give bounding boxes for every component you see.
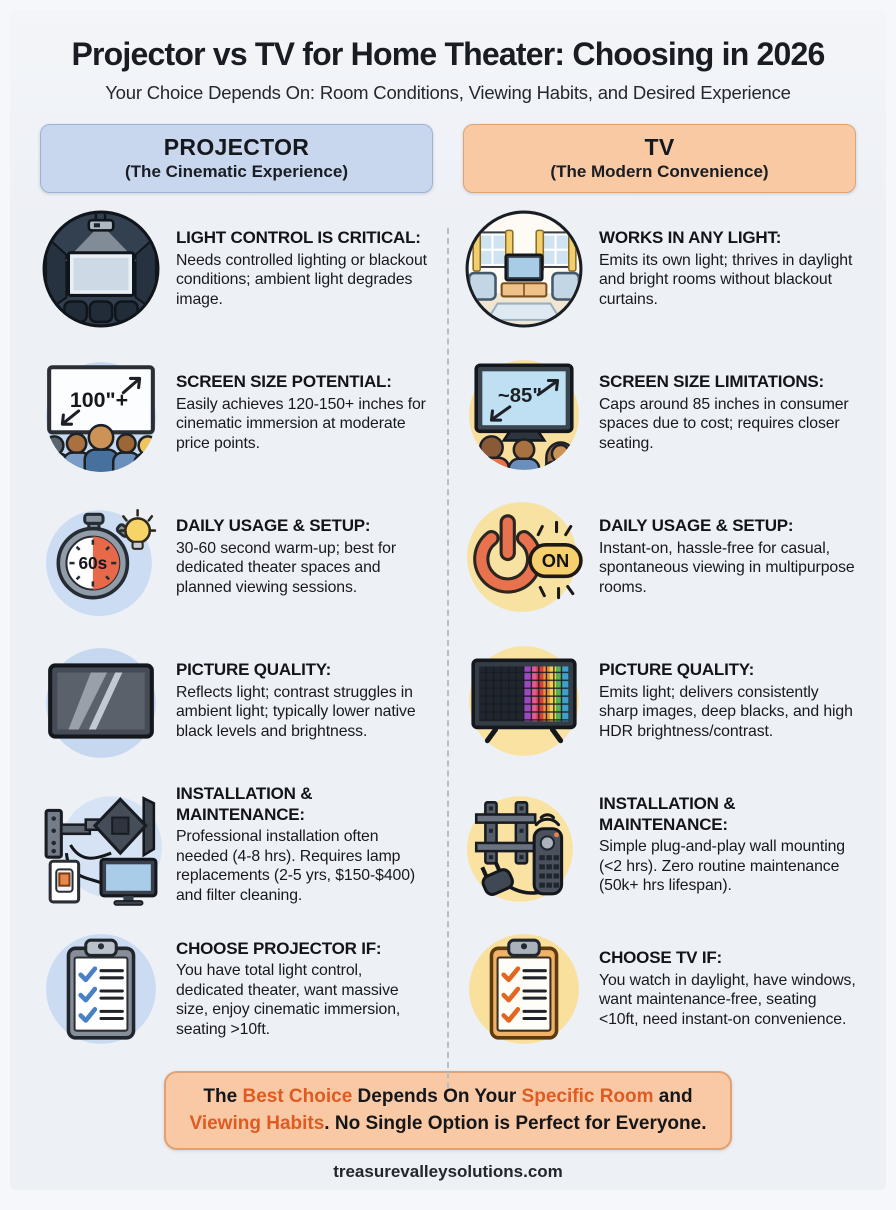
projector-install-cell (40, 783, 433, 907)
plug-and-play-icon (463, 784, 585, 906)
cell-body: Needs controlled lighting or blackout conditions; ambient light degrades image. (176, 251, 427, 308)
cell-body: Easily achieves 120-150+ inches for cinematic immersion at moderate price points. (176, 395, 426, 452)
instant-power-on-icon (463, 496, 585, 618)
cell-body: Simple plug-and-play wall mounting (<2 hrs). Zero routine maintenance (50k+ hrs lifespan). (599, 838, 845, 895)
projector-column-tagline: (The Cinematic Experience) (125, 162, 348, 181)
cell-body: Emits light; delivers consistently sharp images, deep blacks, and high HDR brightness/contrast. (599, 683, 853, 740)
cell-heading: INSTALLATION & MAINTENANCE: (176, 784, 313, 824)
cell-heading: SCREEN SIZE POTENTIAL: (176, 372, 392, 392)
wall-mount-install-icon (40, 784, 162, 906)
tv-usage-cell (463, 495, 856, 619)
projector-choose-cell (40, 927, 433, 1051)
projector-column-title: PROJECTOR (163, 134, 310, 160)
tv-column-title: TV (644, 134, 675, 160)
projector-picture-cell (40, 639, 433, 763)
cell-body: 30-60 second warm-up; best for dedicated theater spaces and planned viewing sessions. (176, 539, 397, 596)
cell-body: Instant-on, hassle-free for casual, spontaneous viewing in multipurpose rooms. (599, 539, 855, 596)
checklist-blue-icon (40, 928, 162, 1050)
website-url: treasurevalleysolutions.com (333, 1162, 563, 1182)
cell-body: You watch in daylight, have windows, want maintenance-free, seating <10ft, need instant-on convenience. (599, 971, 856, 1028)
projector-size-cell (40, 351, 433, 475)
cell-body: You have total light control, dedicated theater, want massive size, enjoy cinematic immersion, seating >10ft. (176, 962, 401, 1038)
tv-picture-cell (463, 639, 856, 763)
tv-size-cell (463, 351, 856, 475)
tv-install-cell (463, 783, 856, 907)
cell-heading: PICTURE QUALITY: (176, 660, 332, 680)
projector-usage-cell (40, 495, 433, 619)
tv-choose-cell (463, 927, 856, 1051)
svg-text:ON: ON (541, 550, 570, 572)
stopwatch-warmup-icon (40, 496, 162, 618)
cell-heading: DAILY USAGE & SETUP: (176, 516, 371, 536)
cell-heading: LIGHT CONTROL IS CRITICAL: (176, 228, 421, 248)
cell-heading: PICTURE QUALITY: (599, 660, 755, 680)
page-title: Projector vs TV for Home Theater: Choosing in 2026 (71, 36, 825, 72)
infographic-canvas (10, 10, 886, 1190)
cell-heading: INSTALLATION & MAINTENANCE: (599, 794, 736, 834)
column-headers (10, 124, 886, 193)
svg-text:60s: 60s (78, 553, 108, 574)
tv-light-cell (463, 207, 856, 331)
cell-heading: CHOOSE PROJECTOR IF: (176, 938, 382, 958)
svg-text:~85": ~85" (497, 384, 542, 407)
page-subtitle: Your Choice Depends On: Room Conditions, Viewing Habits, and Desired Experience (105, 82, 791, 103)
tv-audience-icon (463, 352, 585, 474)
banner-text: The (203, 1086, 243, 1107)
cell-body: Caps around 85 inches in consumer spaces due to cost; requires closer seating. (599, 395, 849, 452)
banner-text: and (653, 1086, 693, 1107)
tv-column-tagline: (The Modern Convenience) (550, 162, 769, 181)
projector-light-cell (40, 207, 433, 331)
banner-highlight: Viewing Habits (189, 1112, 325, 1134)
banner-text: . No Single Option is Perfect for Everyone. (324, 1112, 707, 1134)
cell-heading: SCREEN SIZE LIMITATIONS: (599, 372, 825, 392)
home-theater-icon (40, 208, 162, 330)
banner-highlight: Best Choice (242, 1086, 353, 1107)
projector-column-header (40, 124, 433, 193)
cell-heading: WORKS IN ANY LIGHT: (599, 228, 782, 248)
cell-heading: CHOOSE TV IF: (599, 948, 723, 968)
cell-body: Professional installation often needed (4-8 hrs). Requires lamp replacements (2-5 yrs, $150-$400) and filter cleaning. (176, 828, 416, 904)
cell-body: Emits its own light; thrives in daylight and bright rooms without blackout curtains. (599, 251, 853, 308)
banner-highlight: Specific Room (521, 1086, 654, 1107)
cell-body: Reflects light; contrast struggles in ambient light; typically lower native black levels and brightness. (176, 683, 416, 740)
pixel-grid-tv-icon (463, 640, 585, 762)
reflective-panel-icon (40, 640, 162, 762)
svg-text:100"+: 100"+ (69, 387, 129, 412)
bright-living-room-icon (463, 208, 585, 330)
tv-column-header (463, 124, 856, 193)
checklist-orange-icon (463, 928, 585, 1050)
column-divider (447, 228, 449, 1088)
projection-screen-audience-icon (40, 352, 162, 474)
cell-heading: DAILY USAGE & SETUP: (599, 516, 794, 536)
banner-text: Depends On Your (352, 1086, 522, 1107)
